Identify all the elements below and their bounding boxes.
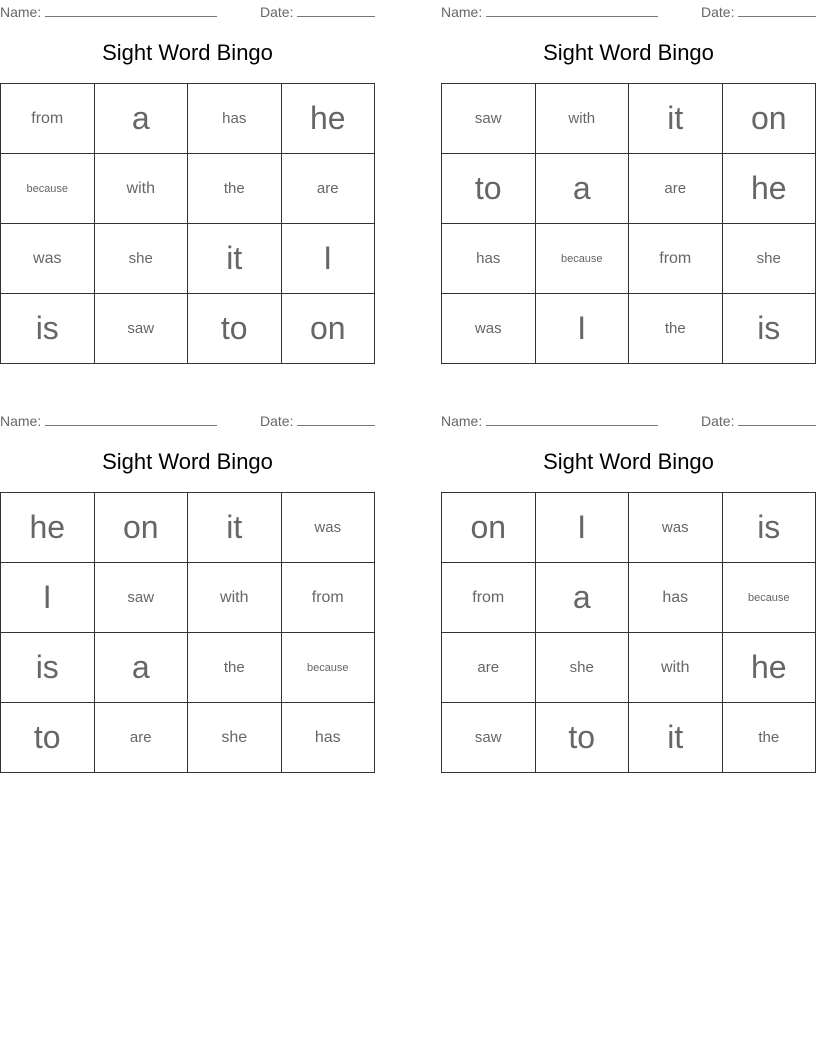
card-header <box>441 409 816 429</box>
word-cell: he <box>281 84 375 154</box>
name-label: Name: <box>441 413 483 429</box>
word-cell: because <box>535 224 629 294</box>
word-cell: has <box>629 563 723 633</box>
date-field <box>701 3 816 20</box>
grid-row <box>442 84 816 154</box>
word-cell: he <box>722 154 816 224</box>
word-cell: I <box>1 563 95 633</box>
grid-row <box>442 563 816 633</box>
name-line <box>45 412 217 426</box>
grid-row <box>442 154 816 224</box>
card-title: Sight Word Bingo <box>543 40 714 65</box>
word-cell: the <box>188 154 282 224</box>
name-field <box>0 3 217 20</box>
date-label: Date: <box>701 4 735 20</box>
date-field <box>260 3 375 20</box>
grid-row <box>442 703 816 773</box>
grid-row <box>1 703 375 773</box>
word-cell: are <box>94 703 188 773</box>
word-cell: because <box>1 154 95 224</box>
bingo-grid <box>441 492 816 773</box>
word-cell: it <box>188 493 282 563</box>
word-cell: it <box>629 84 723 154</box>
card-header <box>441 0 816 20</box>
word-cell: are <box>281 154 375 224</box>
name-field <box>441 412 658 429</box>
word-cell: a <box>535 563 629 633</box>
grid-row <box>1 224 375 294</box>
grid-row <box>442 633 816 703</box>
word-cell: saw <box>94 294 188 364</box>
name-line <box>486 412 658 426</box>
card-header <box>0 409 375 429</box>
grid-row <box>1 294 375 364</box>
date-line <box>738 3 816 17</box>
card-title: Sight Word Bingo <box>543 449 714 474</box>
word-cell: it <box>629 703 723 773</box>
word-cell: he <box>722 633 816 703</box>
word-cell: was <box>1 224 95 294</box>
bingo-grid <box>0 492 375 773</box>
word-cell: she <box>188 703 282 773</box>
word-cell: because <box>722 563 816 633</box>
word-cell: with <box>535 84 629 154</box>
word-cell: has <box>442 224 536 294</box>
word-cell: on <box>94 493 188 563</box>
name-line <box>486 3 658 17</box>
card-title: Sight Word Bingo <box>102 40 273 65</box>
bingo-card <box>0 0 375 364</box>
date-label: Date: <box>701 413 735 429</box>
date-line <box>738 412 816 426</box>
word-cell: the <box>188 633 282 703</box>
date-label: Date: <box>260 4 294 20</box>
word-cell: saw <box>94 563 188 633</box>
word-cell: a <box>94 633 188 703</box>
word-cell: was <box>629 493 723 563</box>
word-cell: with <box>188 563 282 633</box>
name-field <box>441 3 658 20</box>
word-cell: to <box>535 703 629 773</box>
word-cell: a <box>535 154 629 224</box>
word-cell: I <box>535 294 629 364</box>
word-cell: was <box>442 294 536 364</box>
name-line <box>45 3 217 17</box>
word-cell: I <box>281 224 375 294</box>
grid-row <box>1 633 375 703</box>
word-cell: to <box>442 154 536 224</box>
word-cell: a <box>94 84 188 154</box>
grid-row <box>442 493 816 563</box>
date-line <box>297 412 375 426</box>
word-cell: is <box>1 633 95 703</box>
bingo-card <box>441 409 816 773</box>
word-cell: the <box>629 294 723 364</box>
word-cell: on <box>722 84 816 154</box>
bingo-card <box>441 0 816 364</box>
card-title: Sight Word Bingo <box>102 449 273 474</box>
grid-row <box>1 493 375 563</box>
word-cell: has <box>281 703 375 773</box>
word-cell: she <box>535 633 629 703</box>
word-cell: he <box>1 493 95 563</box>
date-field <box>260 412 375 429</box>
word-cell: because <box>281 633 375 703</box>
word-cell: it <box>188 224 282 294</box>
grid-row <box>442 294 816 364</box>
word-cell: are <box>442 633 536 703</box>
word-cell: I <box>535 493 629 563</box>
grid-row <box>1 563 375 633</box>
word-cell: on <box>281 294 375 364</box>
card-header <box>0 0 375 20</box>
word-cell: on <box>442 493 536 563</box>
name-label: Name: <box>441 4 483 20</box>
bingo-grid <box>0 83 375 364</box>
grid-row <box>1 154 375 224</box>
word-cell: with <box>94 154 188 224</box>
word-cell: from <box>629 224 723 294</box>
word-cell: she <box>94 224 188 294</box>
word-cell: are <box>629 154 723 224</box>
date-field <box>701 412 816 429</box>
word-cell: with <box>629 633 723 703</box>
grid-row <box>1 84 375 154</box>
word-cell: is <box>722 294 816 364</box>
word-cell: saw <box>442 84 536 154</box>
name-label: Name: <box>0 4 42 20</box>
word-cell: saw <box>442 703 536 773</box>
word-cell: was <box>281 493 375 563</box>
name-label: Name: <box>0 413 42 429</box>
word-cell: is <box>1 294 95 364</box>
name-field <box>0 412 217 429</box>
word-cell: from <box>442 563 536 633</box>
word-cell: to <box>188 294 282 364</box>
grid-row <box>442 224 816 294</box>
word-cell: from <box>281 563 375 633</box>
word-cell: has <box>188 84 282 154</box>
word-cell: from <box>1 84 95 154</box>
bingo-card <box>0 409 375 773</box>
word-cell: she <box>722 224 816 294</box>
date-line <box>297 3 375 17</box>
date-label: Date: <box>260 413 294 429</box>
word-cell: the <box>722 703 816 773</box>
bingo-grid <box>441 83 816 364</box>
word-cell: to <box>1 703 95 773</box>
word-cell: is <box>722 493 816 563</box>
